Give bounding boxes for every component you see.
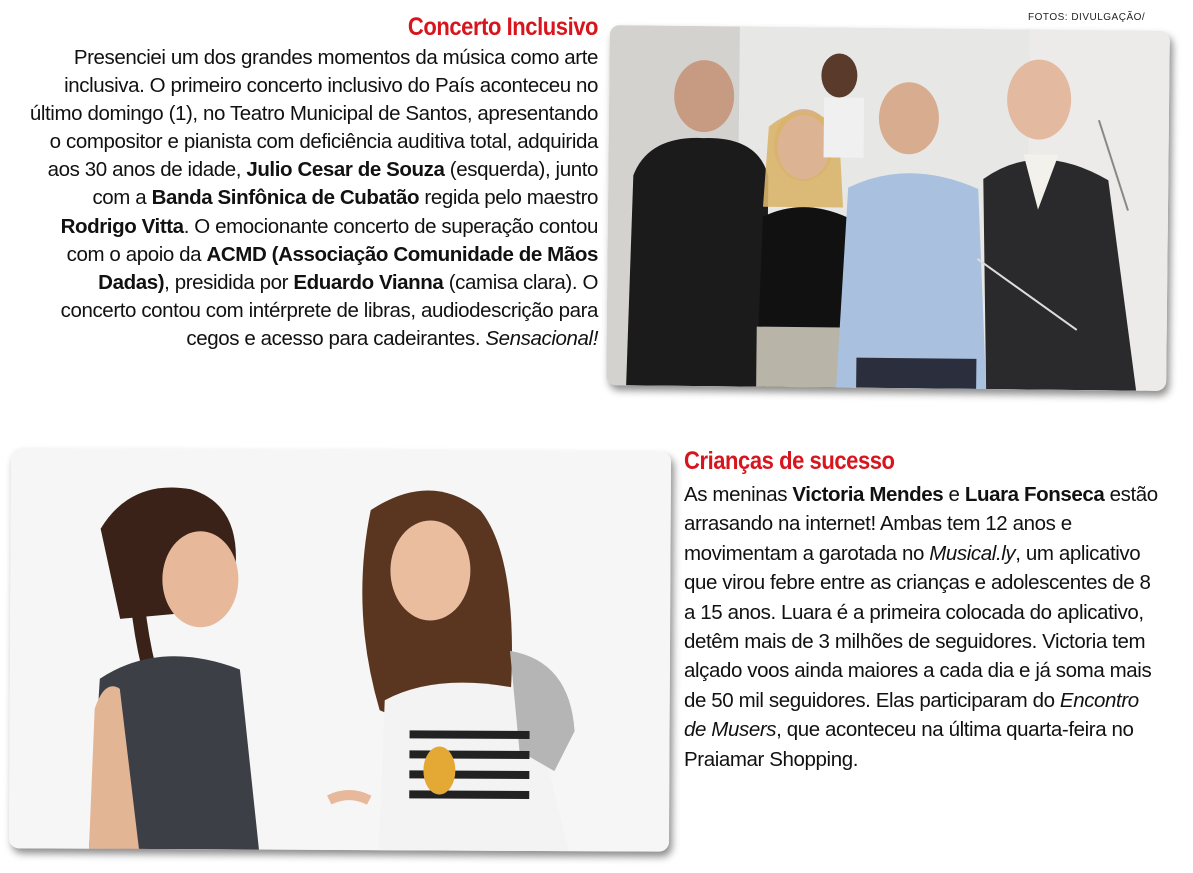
article-title: Concerto Inclusivo [407,13,598,41]
closing-exclamation: Sensacional! [485,326,598,350]
concert-photo-illustration [606,25,1170,391]
body-text: , um aplicativo que virou febre entre as crianças e adolescentes de 8 a 15 anos. Luara é a primeira colocada do aplicativo, detêm mais de 3 milhões de seguidores. Victoria tem alçado voos ainda maiores a cada dia e já soma mais de 50 mil seguidores. Elas participaram do [684,541,1152,712]
name-victoria-mendes: Victoria Mendes [792,483,944,506]
article-title: Crianças de sucesso [684,447,895,475]
article-concerto-inclusivo [18,12,598,353]
name-rodrigo-vitta: Rodrigo Vitta [60,214,184,238]
article-body [684,480,1164,774]
body-text: Presenciei um dos grandes momentos da música como arte inclusiva. O primeiro concerto inclusivo do País aconteceu no último domingo (1), no Teatro Municipal de Santos, apresentando o compositor e pianista com deficiência auditiva total, adquirida aos 30 anos de idade, [29,46,598,182]
event-name: Encontro de Musers [684,688,1139,742]
name-eduardo-vianna: Eduardo Vianna [293,270,444,294]
name-banda-sinfonica: Banda Sinfônica de Cubatão [151,186,420,210]
name-julio-cesar: Julio Cesar de Souza [246,158,445,182]
body-text: (camisa clara). O concerto contou com intérprete de libras, audiodescrição para cegos e acesso para cadeirantes. [60,270,598,350]
name-luara-fonseca: Luara Fonseca [964,483,1105,506]
body-text: . O emocionante concerto de superação contou com o apoio da [66,214,598,266]
name-acmd: ACMD (Associação Comunidade de Mãos Dadas) [98,242,598,294]
body-text: regida pelo maestro [419,186,598,210]
body-text: , que aconteceu na última quarta-feira no Praiamar Shopping. [684,718,1134,771]
body-text: estão arrasando na internet! Ambas tem 12 anos e movimentam a garotada no [684,483,1158,565]
body-text: (esquerda), junto com a [92,158,598,210]
body-text: e [943,483,965,506]
app-name: Musical.ly [929,541,1016,565]
article-criancas-de-sucesso [684,446,1164,774]
body-text: As meninas [684,483,793,506]
body-text: , presidida por [164,270,294,294]
photo-credit: FOTOS: DIVULGAÇÃO/ [1028,12,1146,23]
article-body [18,44,598,353]
concert-group-photo [606,25,1170,391]
girls-photo-illustration [9,448,671,851]
girls-photo [9,448,671,851]
